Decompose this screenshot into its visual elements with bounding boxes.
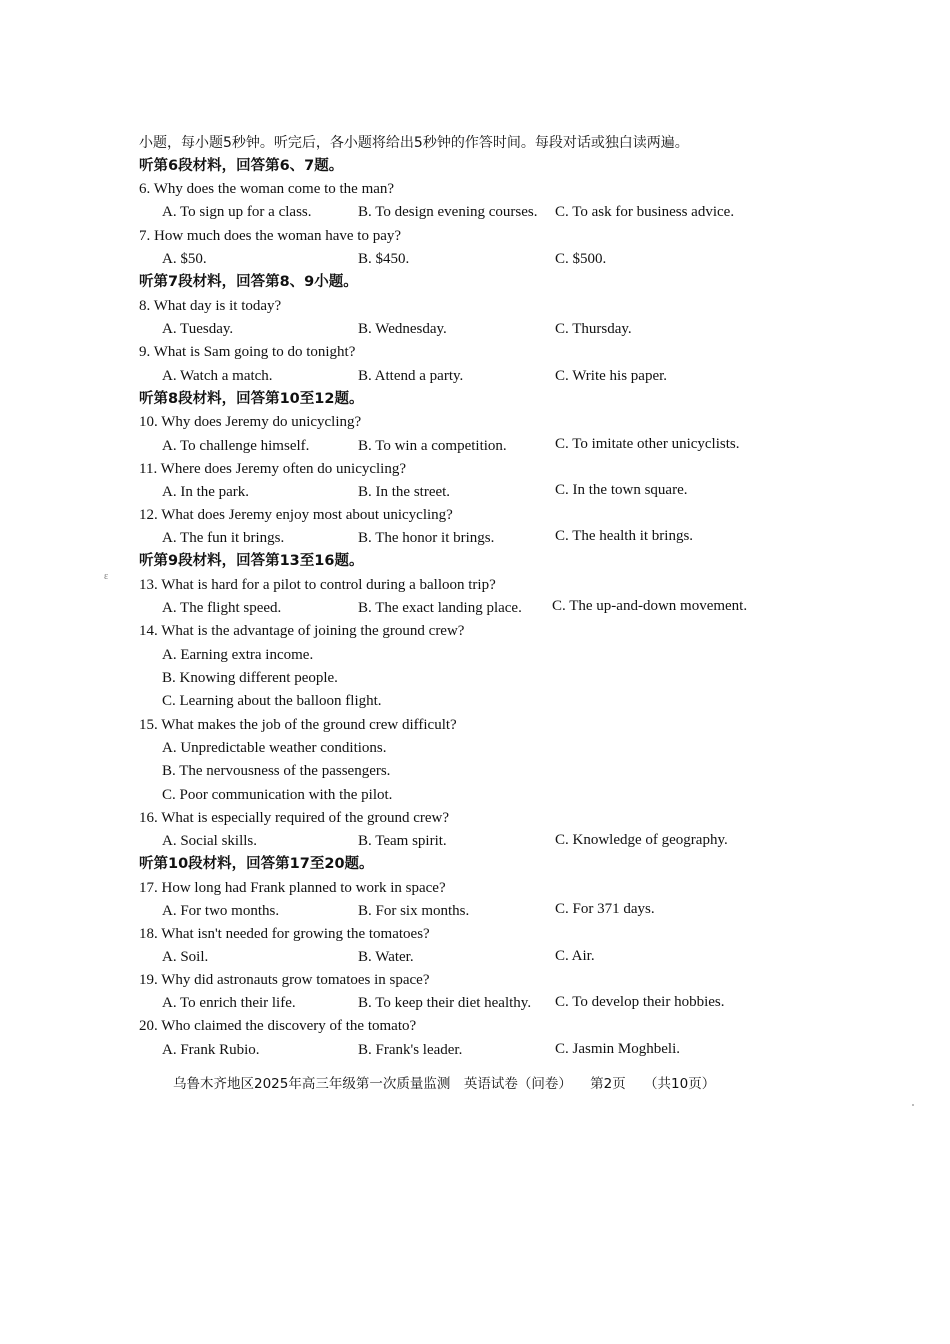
option-c: C. Poor communication with the pilot. [162,787,393,803]
option-b: B. For six months. [358,903,470,919]
question-stem: 19. Why did astronauts grow tomatoes in space? [139,972,430,988]
option-b: B. To design evening courses. [358,204,538,220]
option-c: C. For 371 days. [555,901,655,917]
option-b: B. $450. [358,251,410,267]
option-c: C. Air. [555,948,595,964]
footer-page-number: 第2页 [590,1076,626,1092]
option-c: C. The health it brings. [555,528,694,544]
question-stem: 16. What is especially required of the ground crew? [139,810,450,826]
option-a: A. Earning extra income. [162,647,314,663]
option-c: C. To ask for business advice. [555,204,735,220]
question-stem: 17. How long had Frank planned to work in space? [139,880,446,896]
option-a: A. For two months. [162,903,280,919]
option-b: B. Knowing different people. [162,670,338,686]
option-b: B. Water. [358,949,414,965]
question-stem: 7. How much does the woman have to pay? [139,228,402,244]
section-heading: 听第8段材料，回答第10至12题。 [139,391,364,407]
option-b: B. The honor it brings. [358,530,495,546]
option-c: C. $500. [555,251,607,267]
scan-dot-icon [912,1104,914,1106]
option-a: A. Frank Rubio. [162,1042,260,1058]
question-stem: 9. What is Sam going to do tonight? [139,344,356,360]
option-a: A. $50. [162,251,207,267]
option-b: B. The nervousness of the passengers. [162,763,391,779]
option-a: A. Tuesday. [162,321,234,337]
option-a: A. To enrich their life. [162,995,296,1011]
section-heading: 听第7段材料，回答第8、9小题。 [139,274,358,290]
option-c: C. Thursday. [555,321,632,337]
option-c: C. The up-and-down movement. [552,598,748,614]
option-b: B. Frank's leader. [358,1042,463,1058]
option-a: A. Social skills. [162,833,258,849]
question-stem: 18. What isn't needed for growing the tomatoes? [139,926,430,942]
question-stem: 15. What makes the job of the ground crew difficult? [139,717,457,733]
option-c: C. To develop their hobbies. [555,994,725,1010]
section-heading: 听第10段材料，回答第17至20题。 [139,856,374,872]
scan-speck-icon: ε [104,571,109,582]
section-heading: 听第9段材料，回答第13至16题。 [139,553,364,569]
option-c: C. Knowledge of geography. [555,832,728,848]
question-stem: 11. Where does Jeremy often do unicycling? [139,461,406,477]
option-b: B. Attend a party. [358,368,464,384]
question-stem: 20. Who claimed the discovery of the tomato? [139,1018,417,1034]
option-b: B. To win a competition. [358,438,507,454]
option-a: A. The fun it brings. [162,530,285,546]
option-a: A. In the park. [162,484,250,500]
question-stem: 13. What is hard for a pilot to control during a balloon trip? [139,577,496,593]
option-b: B. The exact landing place. [358,600,522,616]
option-c: C. Jasmin Moghbeli. [555,1041,681,1057]
question-stem: 6. Why does the woman come to the man? [139,181,395,197]
option-a: A. Watch a match. [162,368,273,384]
question-stem: 10. Why does Jeremy do unicycling? [139,414,362,430]
option-a: A. Unpredictable weather conditions. [162,740,387,756]
option-a: A. Soil. [162,949,209,965]
option-b: B. Team spirit. [358,833,447,849]
option-b: B. Wednesday. [358,321,447,337]
footer-title: 乌鲁木齐地区2025年高三年级第一次质量监测 英语试卷（问卷） [173,1076,572,1092]
option-b: B. In the street. [358,484,451,500]
section-heading: 听第6段材料，回答第6、7题。 [139,158,344,174]
option-b: B. To keep their diet healthy. [358,995,532,1011]
question-stem: 8. What day is it today? [139,298,282,314]
option-a: A. To sign up for a class. [162,204,312,220]
option-c: C. In the town square. [555,482,688,498]
option-c: C. Learning about the balloon flight. [162,693,382,709]
question-stem: 12. What does Jeremy enjoy most about unicycling? [139,507,453,523]
page-footer [173,1072,729,1092]
option-a: A. The flight speed. [162,600,282,616]
question-stem: 14. What is the advantage of joining the ground crew? [139,623,465,639]
option-c: C. Write his paper. [555,368,668,384]
footer-total-pages: （共10页） [644,1076,716,1092]
option-a: A. To challenge himself. [162,438,310,454]
option-c: C. To imitate other unicyclists. [555,436,740,452]
intro-line: 小题，每小题5秒钟。听完后，各小题将给出5秒钟的作答时间。每段对话或独白读两遍。 [139,135,689,151]
